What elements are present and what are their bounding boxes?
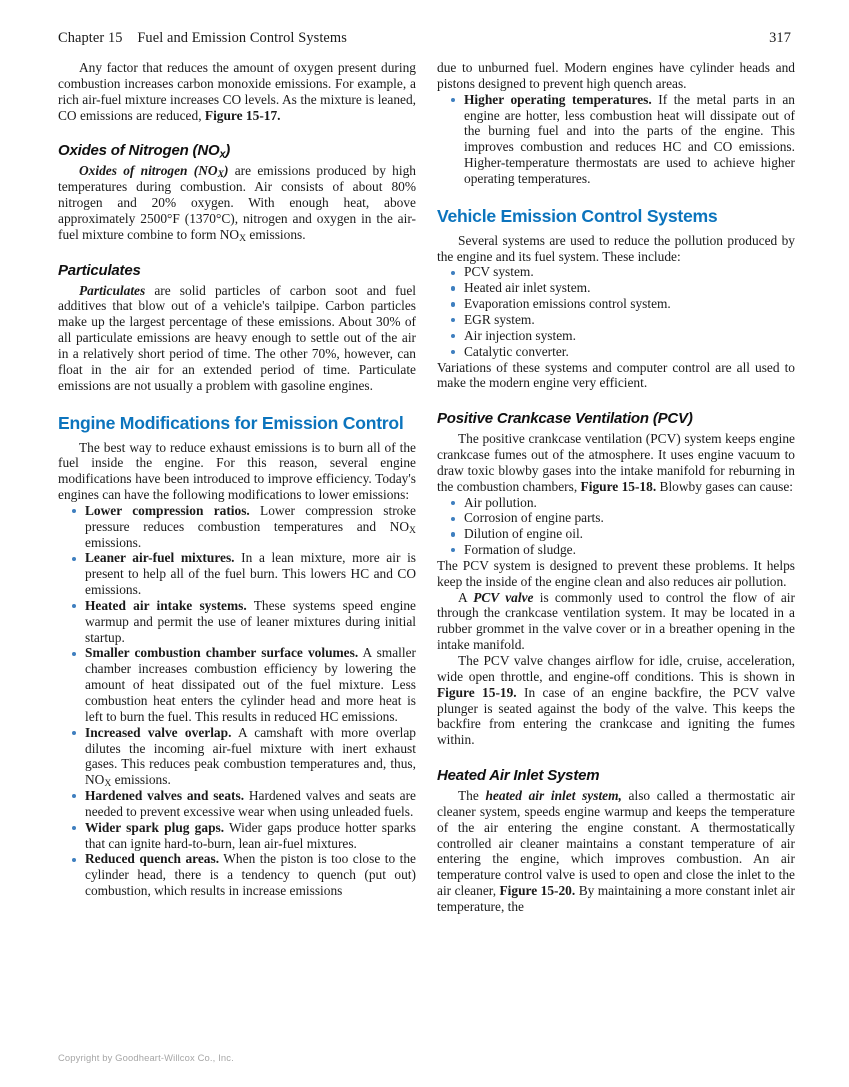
list-item (437, 495, 795, 511)
list-item (437, 264, 795, 280)
list-item (58, 851, 416, 899)
list-item-label: Air pollution. (464, 494, 537, 510)
list-item-text: Hardened valves and seats are needed to prevent excessive wear when using unleaded fuels. (85, 788, 416, 819)
term-oxides-of-nitrogen (79, 163, 229, 181)
vehicle-systems-list (437, 264, 795, 359)
list-item-label: Corrosion of engine parts. (464, 510, 604, 526)
right-column (437, 60, 795, 915)
list-item (437, 542, 795, 558)
bullet-dot-icon (451, 286, 455, 290)
list-item (437, 344, 795, 360)
figure-reference-15-18: Figure 15-18. (580, 478, 657, 494)
list-item-text: When the piston is too close to the cylinder head, there is a tendency to quench (put out) combustion, which results in increase emissions (85, 851, 416, 899)
list-item-label: Evaporation emissions control system. (464, 296, 671, 312)
list-item-label: Catalytic converter. (464, 343, 569, 359)
list-item-sub: X (104, 778, 112, 790)
list-item (58, 788, 416, 820)
engine-modifications-list (58, 503, 416, 899)
bullet-dot-icon (451, 318, 455, 322)
bullet-dot-icon (451, 302, 455, 306)
page-number: 317 (769, 30, 791, 46)
list-item-sub: X (409, 524, 416, 536)
paragraph-engine-modifications-intro: The best way to reduce exhaust emissions is to burn all of the fuel inside the engine. For this reason, several engine modifications have been introduced to improve efficiency. Today's engines can have the following modifications to lower emissions: (58, 439, 416, 503)
paragraph-variations: Variations of these systems and computer control are all used to make the modern engine very efficient. (437, 359, 795, 391)
list-item (437, 296, 795, 312)
term-oxides-of-nitrogen-sub: X (217, 169, 224, 181)
bullet-dot-icon (72, 826, 76, 830)
paragraph-pcv-airflow-pre: The PCV valve changes airflow for idle, cruise, acceleration, wide open throttle, and engine-off conditions. This is shown in (437, 653, 795, 684)
list-item-term: Wider spark plug gaps. (85, 819, 225, 835)
list-item-text-tail: emissions. (85, 534, 142, 550)
paragraph-carbon-monoxide-text: Any factor that reduces the amount of oxygen present during combustion increases carbon monoxide emissions. For example, a rich air-fuel mixture increases CO levels. As the mixture is leaned, CO emissions are reduced, (58, 60, 416, 123)
list-item-term: Lower compression ratios. (85, 502, 250, 518)
figure-reference-15-20: Figure 15-20. (499, 883, 576, 899)
list-item (58, 820, 416, 852)
list-item-text: Wider gaps produce hotter sparks that can ignite hard-to-burn, lean air-fuel mixtures. (85, 819, 416, 851)
paragraph-pcv-valve-post: is commonly used to control the flow of air through the crankcase ventilation system. It may be located in a rubber grommet in the valve cover or in a breather opening in the intake manifold. (437, 589, 795, 653)
bullet-dot-icon (451, 517, 455, 521)
list-item-label: Air injection system. (464, 327, 576, 343)
term-particulates: Particulates (79, 282, 146, 298)
bullet-dot-icon (451, 271, 455, 275)
bullet-dot-icon (451, 350, 455, 354)
bullet-dot-icon (72, 557, 76, 561)
bullet-dot-icon (451, 334, 455, 338)
list-item-term: Reduced quench areas. (85, 851, 220, 867)
bullet-dot-icon (451, 548, 455, 552)
engine-modifications-list-continued (437, 92, 795, 187)
list-item (58, 725, 416, 788)
list-item (58, 598, 416, 646)
list-item (437, 312, 795, 328)
figure-reference-15-17: Figure 15-17. (204, 107, 281, 123)
list-item-text: A smaller chamber increases combustion efficiency by lowering the amount of heat dissipated out of the fuel mixture. Less combustion heat enters the cylinder head and more heat is left to burn the fuel. This results in reduced HC emissions. (85, 645, 416, 724)
paragraph-particulates (58, 283, 416, 394)
two-column-body (58, 60, 796, 915)
term-heated-air-inlet-system: heated air inlet system, (485, 788, 622, 804)
term-oxides-of-nitrogen-pre: Oxides of nitrogen (NO (79, 163, 218, 179)
list-item (58, 550, 416, 598)
list-item (437, 328, 795, 344)
paragraph-pcv-intro (437, 431, 795, 494)
heading-particulates: Particulates (58, 261, 141, 279)
paragraph-pcv-airflow-post: In case of an engine backfire, the PCV valve plunger is seated against the body of the valve. This keeps the backfire from entering the crankcase and igniting the fumes within. (437, 684, 796, 748)
heading-oxides-of-nitrogen (58, 142, 416, 159)
list-item-term: Hardened valves and seats. (85, 788, 245, 804)
heading-engine-modifications: Engine Modifications for Emission Control (58, 412, 404, 433)
paragraph-heated-air-pre: The (458, 788, 486, 804)
figure-reference-15-19: Figure 15-19. (437, 684, 517, 700)
list-item-term: Smaller combustion chamber surface volumes. (85, 645, 359, 661)
paragraph-heated-air-inlet (437, 788, 795, 915)
bullet-dot-icon (72, 731, 76, 735)
bullet-dot-icon (72, 604, 76, 608)
bullet-dot-icon (451, 532, 455, 536)
list-item-text-tail: emissions. (111, 772, 171, 788)
list-item-label: Formation of sludge. (464, 542, 576, 558)
paragraph-oxides-of-nitrogen-body: are emissions produced by high temperatures during combustion. Air consists of about 80% nitrogen and 20% oxygen. With enough heat, above approximately 2500°F (1370°C), nitrogen and oxygen in the air-fuel mixture combine to form NO (58, 163, 416, 242)
paragraph-oxides-of-nitrogen-sub2: X (239, 232, 247, 244)
running-head (58, 30, 791, 47)
heading-heated-air-inlet-system: Heated Air Inlet System (437, 767, 600, 785)
term-oxides-of-nitrogen-post: ) (224, 163, 229, 179)
list-item-term: Heated air intake systems. (85, 597, 247, 613)
list-item (437, 510, 795, 526)
list-item-term: Higher operating temperatures. (464, 91, 652, 107)
list-item-term: Increased valve overlap. (85, 724, 232, 740)
list-item-label: Dilution of engine oil. (464, 526, 584, 542)
term-pcv-valve: PCV valve (473, 589, 534, 605)
paragraph-heated-air-post: By maintaining a more constant inlet air temperature, the (437, 883, 796, 914)
chapter-label: Chapter 15 Fuel and Emission Control Systems (58, 30, 347, 46)
paragraph-pcv-intro-pre: The positive crankcase ventilation (PCV) system keeps engine crankcase fumes out of the atmosphere. It uses engine vacuum to draw toxic blowby gases into the intake manifold for reburning in the combustion chambers, (437, 431, 795, 494)
paragraph-carbon-monoxide (58, 60, 416, 123)
paragraph-vehicle-systems-intro: Several systems are used to reduce the pollution produced by the engine and its fuel system. These include: (437, 232, 795, 264)
list-item (58, 645, 416, 724)
list-item-text: If the metal parts in an engine are hotter, less combustion heat will dissipate out of the burning fuel and into the parts of the engine. This improves combustion and reduces HC and CO emissions. Higher-temperature thermostats are used to achieve higher operating temperatures. (464, 91, 795, 186)
paragraph-pcv-prevent: The PCV system is designed to prevent these problems. It helps keep the inside of the engine clean and also reduces air pollution. (437, 557, 795, 589)
list-item (58, 503, 416, 551)
heading-vehicle-emission-control-systems: Vehicle Emission Control Systems (437, 205, 718, 226)
list-item-text: Lower compression stroke pressure reduces combustion temperatures and NO (85, 502, 416, 534)
bullet-dot-icon (72, 652, 76, 656)
heading-oxides-of-nitrogen-post: ) (225, 142, 231, 160)
paragraph-oxides-of-nitrogen-tail: emissions. (246, 226, 306, 242)
heading-oxides-of-nitrogen-sub: x (219, 148, 226, 161)
list-item-label: EGR system. (464, 311, 535, 327)
bullet-dot-icon (72, 858, 76, 862)
list-item-text: A camshaft with more overlap dilutes the incoming air-fuel mixture with inert exhaust gases. This reduces peak combustion temperatures and, thus, NO (85, 724, 416, 788)
paragraph-continued-quench: due to unburned fuel. Modern engines have cylinder heads and pistons designed to prevent high quench areas. (437, 60, 795, 91)
list-item-label: PCV system. (464, 264, 534, 280)
heading-oxides-of-nitrogen-pre: Oxides of Nitrogen (NO (58, 142, 220, 160)
bullet-dot-icon (451, 501, 455, 505)
list-item-text: In a lean mixture, more air is present to help all of the fuel burn. This lowers HC and CO emissions. (85, 550, 416, 598)
paragraph-particulates-body: are solid particles of carbon soot and fuel additives that blow out of a vehicle's tailpipe. Carbon particles make up the largest percentage of these emissions. About 30% of all particulate emissions are heavy enough to settle out of the air in a relatively short period of time. The other 70%, however, can float in the air for an extended period of time. Particulate emissions are not usually a problem with gasoline engines. (58, 282, 416, 393)
copyright-credit: Copyright by Goodheart-Willcox Co., Inc. (58, 1052, 234, 1063)
bullet-dot-icon (451, 98, 455, 102)
list-item-text: These systems speed engine warmup and permit the use of leaner mixtures during initial startup. (85, 597, 416, 645)
paragraph-oxides-of-nitrogen (58, 163, 416, 242)
paragraph-heated-air-mid: also called a thermostatic air cleaner system, speeds engine warmup and keeps the temperature of the air entering the engine constant. A thermostatically controlled air cleaner maintains a constant temperature of air entering the engine, which improves combustion. An air temperature control valve is used to open and close the inlet to the air cleaner, (437, 788, 795, 899)
bullet-dot-icon (72, 794, 76, 798)
paragraph-pcv-airflow (437, 653, 795, 748)
paragraph-pcv-valve (437, 590, 795, 653)
list-item (437, 526, 795, 542)
bullet-dot-icon (72, 509, 76, 513)
list-item (437, 92, 795, 187)
left-column (58, 60, 416, 899)
heading-positive-crankcase-ventilation: Positive Crankcase Ventilation (PCV) (437, 410, 693, 428)
list-item-label: Heated air inlet system. (464, 280, 591, 296)
list-item (437, 280, 795, 296)
paragraph-pcv-valve-pre: A (458, 589, 474, 605)
blowby-gases-list (437, 495, 795, 558)
list-item-term: Leaner air-fuel mixtures. (85, 550, 235, 566)
paragraph-pcv-intro-post: Blowby gases can cause: (656, 478, 794, 494)
